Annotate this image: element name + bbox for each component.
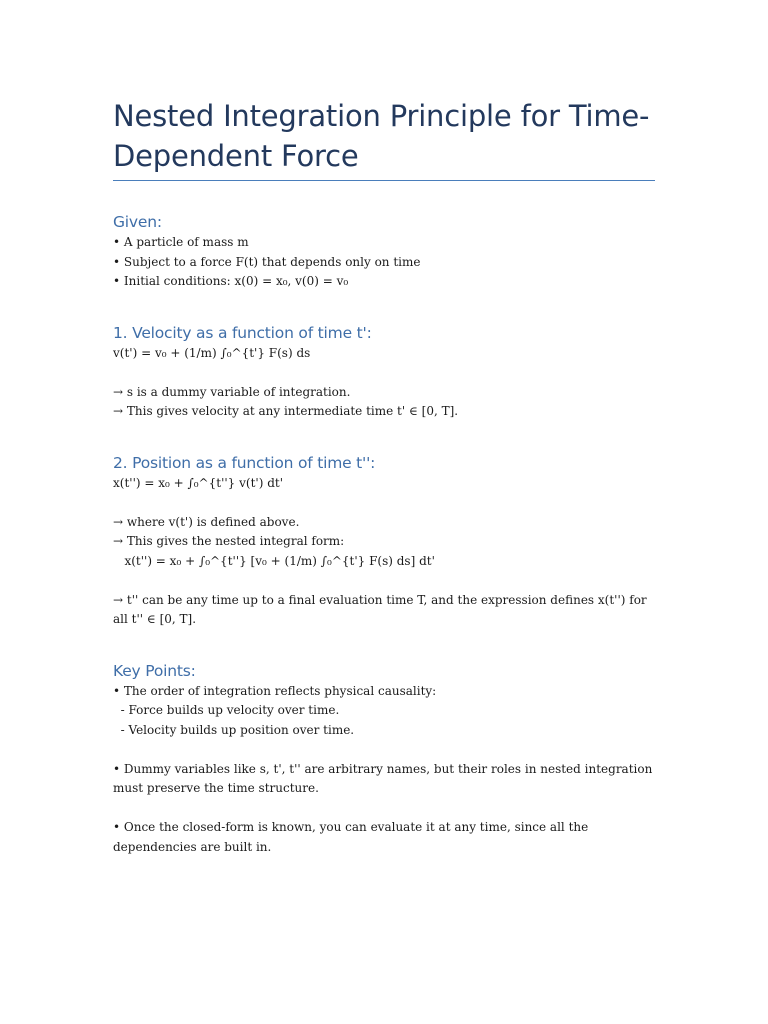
position-note: → This gives the nested integral form:: [113, 534, 345, 548]
key-points-section: [113, 660, 658, 858]
position-section: [113, 452, 658, 630]
position-final-note: → t'' can be any time up to a final evaluation time T, and the expression defines x(t'') for all t'' ∈ [0, T].: [113, 592, 647, 626]
given-section: [113, 211, 658, 292]
title-divider: [113, 180, 655, 181]
key-point-subline: - Force builds up velocity over time.: [113, 703, 340, 717]
document-page: [113, 0, 658, 857]
nested-integral-formula: x(t'') = x₀ + ∫₀^{t''} [v₀ + (1/m) ∫₀^{t'} F(s) ds] dt': [113, 553, 435, 568]
given-line: • Subject to a force F(t) that depends only on time: [113, 254, 421, 269]
velocity-note: → s is a dummy variable of integration.: [113, 384, 351, 399]
section-heading-velocity: 1. Velocity as a function of time t':: [113, 323, 372, 342]
spacer: [113, 571, 658, 591]
given-line: • A particle of mass m: [113, 235, 249, 249]
velocity-section: [113, 322, 658, 422]
position-formula: x(t'') = x₀ + ∫₀^{t''} v(t') dt': [113, 475, 283, 490]
velocity-note: → This gives velocity at any intermediate time t' ∈ [0, T].: [113, 404, 459, 418]
velocity-formula: v(t') = v₀ + (1/m) ∫₀^{t'} F(s) ds: [113, 345, 311, 360]
section-heading-key-points: Key Points:: [113, 661, 196, 680]
page-title: Nested Integration Principle for Time-Dependent Force: [113, 99, 650, 173]
key-point-closed-form: • Once the closed-form is known, you can evaluate it at any time, since all the dependencies are built in.: [113, 820, 589, 854]
position-note: → where v(t') is defined above.: [113, 514, 300, 529]
spacer: [113, 493, 658, 513]
key-point-line: • The order of integration reflects physical causality:: [113, 683, 437, 698]
given-line: • Initial conditions: x(0) = x₀, v(0) = v₀: [113, 274, 349, 288]
spacer: [113, 740, 658, 760]
section-heading-given: Given:: [113, 213, 162, 231]
key-point-subline: - Velocity builds up position over time.: [113, 722, 355, 737]
spacer: [113, 799, 658, 819]
section-heading-position: 2. Position as a function of time t'':: [113, 453, 376, 472]
spacer: [113, 363, 658, 383]
key-point-dummy-variables: • Dummy variables like s, t', t'' are arbitrary names, but their roles in nested integration must preserve the time structure.: [113, 761, 653, 795]
